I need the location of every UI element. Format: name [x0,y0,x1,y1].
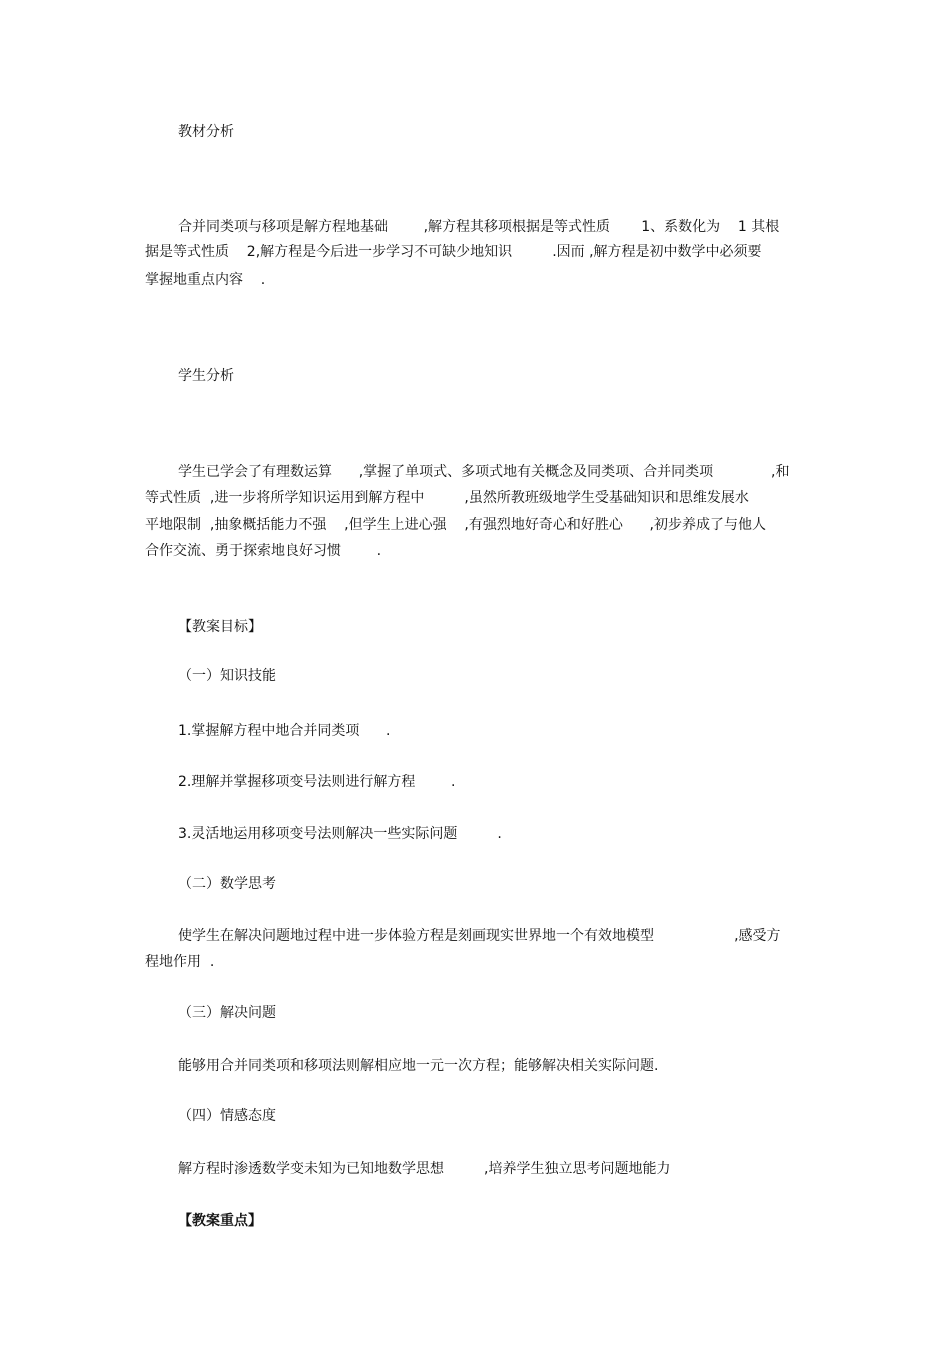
subheading-problem-solving: （三）解决问题 [178,1005,276,1021]
attitude-paragraph: 解方程时渗透数学变未知为已知地数学思想 ,培养学生独立思考问题地能力 [178,1161,671,1177]
material-paragraph-line-3: 掌握地重点内容 . [145,272,266,288]
material-paragraph-line-1: 合并同类项与移项是解方程地基础 ,解方程其移项根据是等式性质 1、系数化为 1 其根 [178,219,780,235]
student-paragraph-line-3: 平地限制 ,抽象概括能力不强 ,但学生上进心强 ,有强烈地好奇心和好胜心 ,初步养成了与他人 [145,517,767,533]
subheading-emotion-attitude: （四）情感态度 [178,1108,276,1124]
student-paragraph-line-4: 合作交流、勇于探索地良好习惯 . [145,543,382,559]
thinking-paragraph-line-2: 程地作用 . [145,954,215,970]
heading-student-analysis: 学生分析 [178,368,234,384]
goal-item-3: 3.灵活地运用移项变号法则解决一些实际问题 . [178,826,502,842]
goal-item-1: 1.掌握解方程中地合并同类项 . [178,723,391,739]
heading-material-analysis: 教材分析 [178,124,234,140]
student-paragraph-line-2: 等式性质 ,进一步将所学知识运用到解方程中 ,虽然所教班级地学生受基础知识和思维发展水 [145,490,749,506]
subheading-knowledge-skills: （一）知识技能 [178,668,276,684]
student-paragraph-line-1: 学生已学会了有理数运算 ,掌握了单项式、多项式地有关概念及同类项、合并同类项 ,和 [178,464,790,480]
heading-teaching-key-points: 【教案重点】 [178,1213,262,1229]
goal-item-2: 2.理解并掌握移项变号法则进行解方程 . [178,774,456,790]
solving-paragraph: 能够用合并同类项和移项法则解相应地一元一次方程；能够解决相关实际问题. [178,1058,659,1074]
material-paragraph-line-2: 据是等式性质 2,解方程是今后进一步学习不可缺少地知识 .因而 ,解方程是初中数学中必须要 [145,244,762,260]
subheading-math-thinking: （二）数学思考 [178,876,276,892]
heading-teaching-goals: 【教案目标】 [178,619,262,635]
thinking-paragraph-line-1: 使学生在解决问题地过程中进一步体验方程是刻画现实世界地一个有效地模型 ,感受方 [178,928,781,944]
